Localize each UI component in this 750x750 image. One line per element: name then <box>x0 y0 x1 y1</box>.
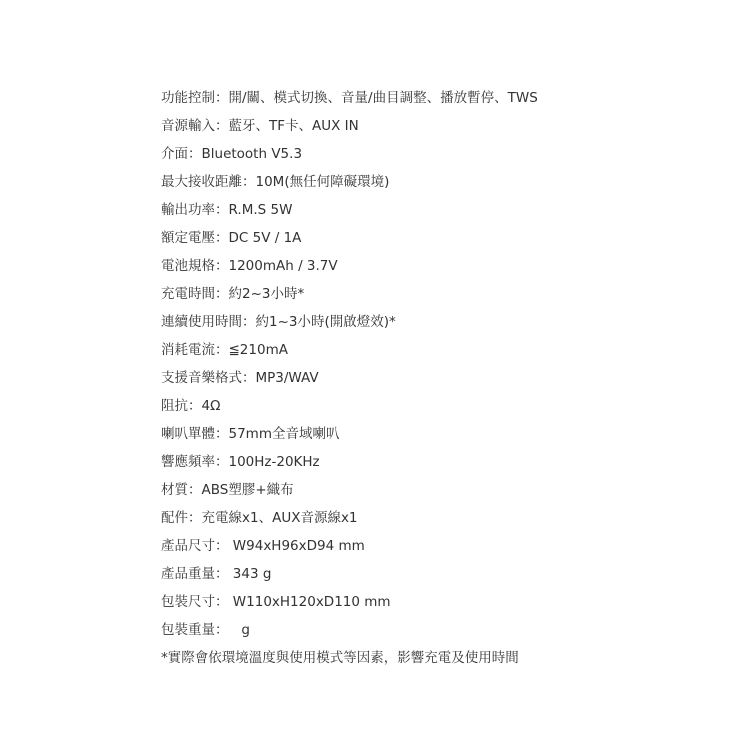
spec-charge-time: 充電時間：約2~3小時* <box>161 286 305 302</box>
spec-interface: 介面：Bluetooth V5.3 <box>161 146 303 162</box>
spec-material: 材質：ABS塑膠+織布 <box>161 482 294 498</box>
spec-package-weight: 包裝重量： g <box>161 622 250 638</box>
spec-product-weight: 產品重量： 343 g <box>161 566 272 582</box>
spec-max-range: 最大接收距離：10M(無任何障礙環境) <box>161 174 390 190</box>
spec-impedance: 阻抗：4Ω <box>161 398 221 414</box>
spec-product-size: 產品尺寸： W94xH96xD94 mm <box>161 538 365 554</box>
spec-footnote: *實際會依環境溫度與使用模式等因素，影響充電及使用時間 <box>161 650 519 666</box>
spec-rated-voltage: 額定電壓：DC 5V / 1A <box>161 230 302 246</box>
spec-output-power: 輸出功率：R.M.S 5W <box>161 202 293 218</box>
spec-audio-input: 音源輸入：藍牙、TF卡、AUX IN <box>161 118 359 134</box>
spec-package-size: 包裝尺寸： W110xH120xD110 mm <box>161 594 391 610</box>
spec-frequency-response: 響應頻率：100Hz-20KHz <box>161 454 320 470</box>
spec-usage-time: 連續使用時間：約1~3小時(開啟燈效)* <box>161 314 396 330</box>
spec-accessories: 配件：充電線x1、AUX音源線x1 <box>161 510 358 526</box>
spec-music-format: 支援音樂格式：MP3/WAV <box>161 370 319 386</box>
spec-function-control: 功能控制：開/關、模式切換、音量/曲目調整、播放暫停、TWS <box>161 90 538 106</box>
spec-battery: 電池規格：1200mAh / 3.7V <box>161 258 338 274</box>
spec-speaker-unit: 喇叭單體：57mm全音域喇叭 <box>161 426 340 442</box>
spec-current: 消耗電流：≦210mA <box>161 342 288 358</box>
spec-sheet <box>161 84 721 672</box>
